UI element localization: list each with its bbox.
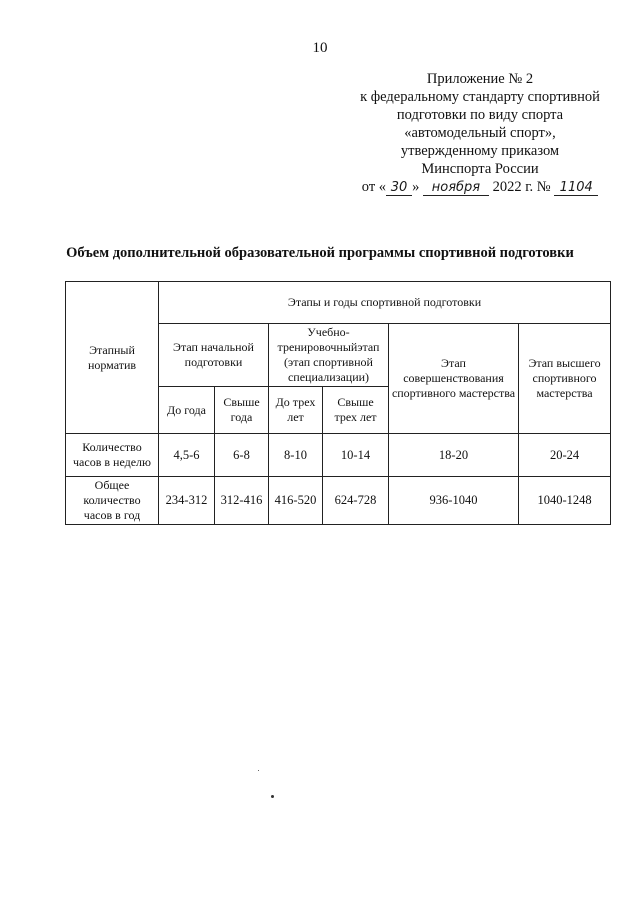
document-title: Объем дополнительной образовательной программы спортивной подготовки xyxy=(66,245,574,261)
order-day-handwritten: 30 xyxy=(386,181,412,196)
order-mid: » xyxy=(412,179,420,195)
stage-training-header: Учебно-тренировочныйэтап (этап спортивной специализации) xyxy=(269,324,389,387)
appendix-line: к федеральному стандарту спортивной xyxy=(360,89,600,105)
table-cell: 20-24 xyxy=(519,434,611,477)
order-prefix: от « xyxy=(361,179,387,195)
table-cell: 18-20 xyxy=(389,434,519,477)
table-cell: 416-520 xyxy=(269,477,323,525)
row-label: Количество часов в неделю xyxy=(66,434,159,477)
table-cell: 4,5-6 xyxy=(159,434,215,477)
table-cell: 6-8 xyxy=(215,434,269,477)
order-number-handwritten: 1104 xyxy=(554,181,598,196)
stage-improvement-header: Этап совершенствования спортивного мастерства xyxy=(389,324,519,434)
program-volume-table xyxy=(65,281,611,525)
stages-header: Этапы и годы спортивной подготовки xyxy=(159,282,611,324)
stage-initial-header: Этап начальной подготовки xyxy=(159,324,269,387)
norm-header: Этапный норматив xyxy=(66,282,159,434)
appendix-line: подготовки по виду спорта xyxy=(396,107,564,123)
appendix-line: Приложение № 2 xyxy=(426,71,534,87)
stage-highest-header: Этап высшего спортивного мастерства xyxy=(519,324,611,434)
table-cell: 312-416 xyxy=(215,477,269,525)
table-cell: 8-10 xyxy=(269,434,323,477)
appendix-block xyxy=(330,70,630,196)
sub-header-initial-1: До года xyxy=(159,387,215,434)
appendix-line: утвержденному приказом xyxy=(400,143,560,159)
page-number: 10 xyxy=(312,40,328,56)
table-cell: 1040-1248 xyxy=(519,477,611,525)
row-label: Общее количество часов в год xyxy=(66,477,159,525)
scan-speck xyxy=(271,795,274,798)
appendix-line: «автомодельный спорт», xyxy=(404,125,556,141)
order-year: 2022 г. № xyxy=(492,179,551,195)
sub-header-training-2: Свыше трех лет xyxy=(323,387,389,434)
table-row xyxy=(66,477,611,525)
table-cell: 234-312 xyxy=(159,477,215,525)
table-row xyxy=(66,434,611,477)
table-cell: 10-14 xyxy=(323,434,389,477)
sub-header-initial-2: Свыше года xyxy=(215,387,269,434)
table-cell: 624-728 xyxy=(323,477,389,525)
appendix-line: Минспорта России xyxy=(421,161,539,177)
order-month-handwritten: ноября xyxy=(423,181,489,196)
table-cell: 936-1040 xyxy=(389,477,519,525)
scan-speck xyxy=(258,770,259,771)
sub-header-training-1: До трех лет xyxy=(269,387,323,434)
order-date-line xyxy=(330,178,630,196)
